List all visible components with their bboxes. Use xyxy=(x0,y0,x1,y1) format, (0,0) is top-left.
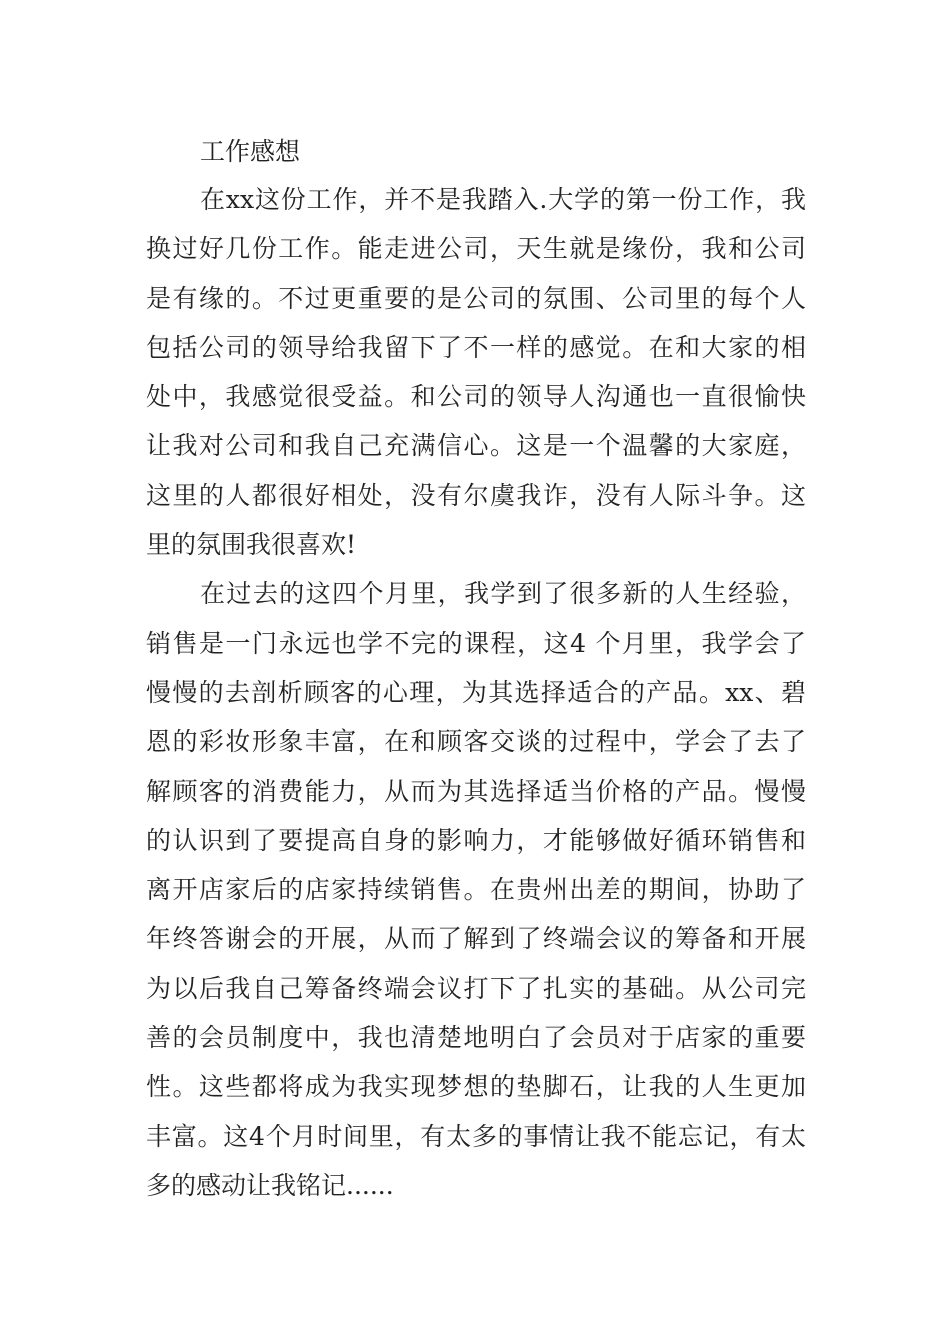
paragraph-line: 恩的彩妆形象丰富，在和顾客交谈的过程中，学会了去了 xyxy=(146,727,806,757)
paragraph-line: 让我对公司和我自己充满信心。这是一个温馨的大家庭， xyxy=(146,431,806,461)
paragraph-2 xyxy=(146,569,806,1210)
document-body xyxy=(146,129,806,1210)
paragraph-line: 解顾客的消费能力，从而为其选择适当价格的产品。慢慢 xyxy=(146,776,806,806)
paragraph-line: 销售是一门永远也学不完的课程，这4 个月里，我学会了 xyxy=(146,628,806,658)
paragraph-line: 这里的人都很好相处，没有尔虞我诈，没有人际斗争。这 xyxy=(146,480,806,510)
paragraph-line: 里的氛围我很喜欢! xyxy=(146,530,357,560)
paragraph-line: 性。这些都将成为我实现梦想的垫脚石，让我的人生更加 xyxy=(146,1072,806,1102)
paragraph-line: 包括公司的领导给我留下了不一样的感觉。在和大家的相 xyxy=(146,332,806,362)
paragraph-line: 的认识到了要提高自身的影响力，才能够做好循环销售和 xyxy=(146,825,806,855)
paragraph-line: 离开店家后的店家持续销售。在贵州出差的期间，协助了 xyxy=(146,875,806,905)
document-title: 工作感想 xyxy=(200,137,301,166)
paragraph-line: 善的会员制度中，我也清楚地明白了会员对于店家的重要 xyxy=(146,1023,806,1053)
paragraph-line: 丰富。这4个月时间里，有太多的事情让我不能忘记，有太 xyxy=(146,1121,806,1151)
paragraph-line: 年终答谢会的开展，从而了解到了终端会议的筹备和开展 xyxy=(146,924,806,954)
paragraph-line: 在xx这份工作，并不是我踏入.大学的第一份工作，我 xyxy=(200,185,806,214)
paragraph-1 xyxy=(146,175,806,569)
paragraph-line: 处中，我感觉很受益。和公司的领导人沟通也一直很愉快 xyxy=(146,382,806,412)
paragraph-line: 是有缘的。不过更重要的是公司的氛围、公司里的每个人 xyxy=(146,283,806,313)
paragraph-line: 在过去的这四个月里，我学到了很多新的人生经验， xyxy=(200,579,806,609)
paragraph-line: 慢慢的去剖析顾客的心理，为其选择适合的产品。xx、碧 xyxy=(146,677,806,707)
paragraph-line: 换过好几份工作。能走进公司，天生就是缘份，我和公司 xyxy=(146,234,806,264)
paragraph-line: 为以后我自己筹备终端会议打下了扎实的基础。从公司完 xyxy=(146,973,806,1003)
paragraph-line: 多的感动让我铭记...... xyxy=(146,1170,394,1200)
